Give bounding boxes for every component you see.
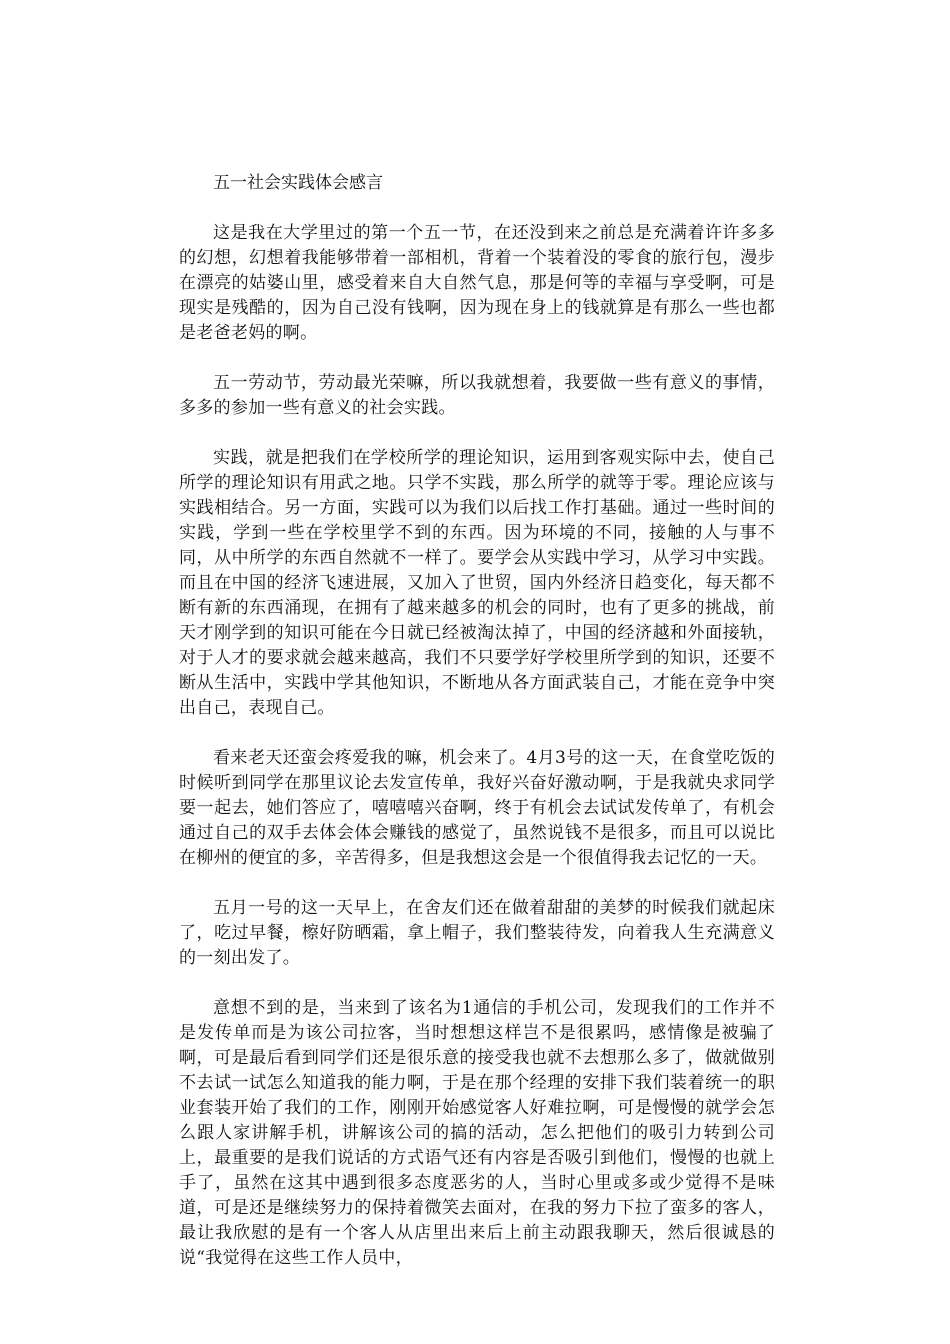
paragraph: 五月一号的这一天早上，在舍友们还在做着甜甜的美梦的时候我们就起床了，吃过早餐，檫好防晒霜，拿上帽子，我们整装待发，向着我人生充满意义的一刻出发了。 [179, 898, 775, 968]
paragraph: 这是我在大学里过的第一个五一节，在还没到来之前总是充满着许许多多的幻想，幻想着我能够带着一部相机，背着一个装着没的零食的旅行包，漫步在漂亮的姑婆山里，感受着来自大自然气息，那是何等的幸福与享受啊，可是现实是残酷的，因为自己没有钱啊，因为现在身上的钱就算是有那么一些也都是老爸老妈的啊。 [179, 223, 775, 343]
paragraph: 实践，就是把我们在学校所学的理论知识，运用到客观实际中去，使自己所学的理论知识有用武之地。只学不实践，那么所学的就等于零。理论应该与实践相结合。另一方面，实践可以为我们以后找工作打基础。通过一些时间的实践，学到一些在学校里学不到的东西。因为环境的不同，接触的人与事不同，从中所学的东西自然就不一样了。要学会从实践中学习，从学习中实践。而且在中国的经济飞速进展，又加入了世贸，国内外经济日趋变化，每天都不断有新的东西涌现，在拥有了越来越多的机会的同时，也有了更多的挑战，前天才刚学到的知识可能在今日就已经被淘汰掉了，中国的经济越和外面接轨，对于人才的要求就会越来越高，我们不只要学好学校里所学到的知识，还要不断从生活中，实践中学其他知识，不断地从各方面武装自己，才能在竞争中突出自己，表现自己。 [179, 448, 775, 718]
paragraph: 看来老天还蛮会疼爱我的嘛，机会来了。4月3号的这一天，在食堂吃饭的时候听到同学在那里议论去发宣传单，我好兴奋好激动啊，于是我就央求同学要一起去，她们答应了，嘻嘻嘻兴奋啊，终于有机会去试试发传单了，有机会通过自己的双手去体会体会赚钱的感觉了，虽然说钱不是很多，而且可以说比在柳州的便宜的多，辛苦得多，但是我想这会是一个很值得我去记忆的一天。 [179, 748, 775, 868]
document-body [179, 171, 775, 1296]
paragraph: 五一劳动节，劳动最光荣嘛，所以我就想着，我要做一些有意义的事情，多多的参加一些有意义的社会实践。 [179, 373, 775, 418]
document-title: 五一社会实践体会感言 [213, 173, 383, 193]
paragraph: 意想不到的是，当来到了该名为1通信的手机公司，发现我们的工作并不是发传单而是为该公司拉客，当时想想这样岂不是很累吗，感情像是被骗了啊，可是最后看到同学们还是很乐意的接受我也就不去想那么多了，做就做别不去试一试怎么知道我的能力啊，于是在那个经理的安排下我们装着统一的职业套装开始了我们的工作，刚刚开始感觉客人好难拉啊，可是慢慢的就学会怎么跟人家讲解手机，讲解该公司的搞的活动，怎么把他们的吸引力转到公司上，最重要的是我们说话的方式语气还有内容是否吸引到他们，慢慢的也就上手了，虽然在这其中遇到很多态度恶劣的人，当时心里或多或少觉得不是味道，可是还是继续努力的保持着微笑去面对，在我的努力下拉了蛮多的客人，最让我欣慰的是有一个客人从店里出来后上前主动跟我聊天，然后很诚恳的说“我觉得在这些工作人员中， [179, 998, 775, 1268]
